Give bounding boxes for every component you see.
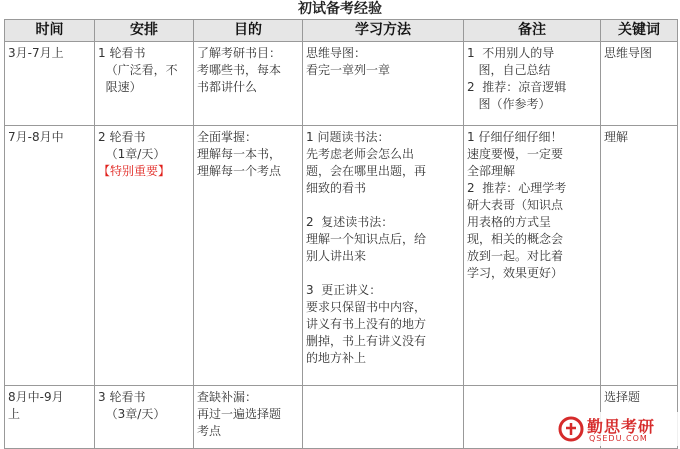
page-title: 初试备考经验 bbox=[298, 1, 382, 17]
time-cell bbox=[5, 42, 95, 126]
goal-text: 了解考研书目： 考哪些书，每本 书都讲什么 bbox=[197, 46, 282, 94]
plan-cell bbox=[95, 126, 194, 386]
plan-text: 2 轮看书 （1章/天） bbox=[98, 130, 166, 161]
method-text: 思维导图： 看完一章列一章 bbox=[306, 46, 391, 77]
keyword-text: 思维导图 bbox=[604, 46, 653, 60]
method-cell bbox=[303, 386, 464, 449]
header-keyword: 关键词 bbox=[601, 20, 678, 42]
goal-text: 查缺补漏： 再过一遍选择题 考点 bbox=[197, 390, 282, 438]
plan-cell bbox=[95, 386, 194, 449]
logo-mark-icon bbox=[558, 416, 584, 442]
header-notes: 备注 bbox=[464, 20, 601, 42]
notes-cell bbox=[464, 42, 601, 126]
method-cell bbox=[303, 42, 464, 126]
header-method: 学习方法 bbox=[303, 20, 464, 42]
header-row bbox=[5, 20, 678, 42]
method-text: 1 问题读书法： 先考虑老师会怎么出 题，会在哪里出题，再 细致的看书 2 复述读书法： 理解一个知识点后，给 别人讲出来 3 更正讲义： 要求只保留书中内容， 讲义有书上没有的地方 删掉，书上有讲义没有 的地方补上 bbox=[306, 130, 427, 365]
time-text: 8月中-9月 上 bbox=[8, 390, 64, 421]
header-time: 时间 bbox=[5, 20, 95, 42]
plan-text: 1 轮看书 （广泛看，不 限速） bbox=[98, 46, 178, 94]
time-cell bbox=[5, 126, 95, 386]
goal-text: 全面掌握： 理解每一本书， 理解每一个考点 bbox=[197, 130, 282, 178]
keyword-cell bbox=[601, 126, 678, 386]
goal-cell bbox=[194, 126, 303, 386]
notes-text: 1 不用别人的导 图，自己总结 2 推荐：凉音逻辑 图（作参考） bbox=[467, 46, 567, 111]
importance-badge: 【特别重要】 bbox=[98, 164, 171, 178]
header-plan: 安排 bbox=[95, 20, 194, 42]
plan-cell bbox=[95, 42, 194, 126]
method-cell bbox=[303, 126, 464, 386]
keyword-text: 理解 bbox=[604, 130, 629, 144]
plan-text: 3 轮看书 （3章/天） bbox=[98, 390, 166, 421]
table-row bbox=[5, 42, 678, 126]
time-text: 3月-7月上 bbox=[8, 46, 64, 60]
time-text: 7月-8月中 bbox=[8, 130, 64, 144]
study-plan-table bbox=[4, 19, 678, 449]
notes-cell bbox=[464, 126, 601, 386]
keyword-text: 选择题 bbox=[604, 390, 641, 404]
goal-cell bbox=[194, 42, 303, 126]
notes-text: 1 仔细仔细仔细！ 速度要慢，一定要 全部理解 2 推荐：心理学考 研大表哥（知识点 用表格的方式呈 现，相关的概念会 放到一起。对比着 学习，效果更好） bbox=[467, 130, 567, 280]
logo-domain: QSEDU.COM bbox=[589, 434, 648, 443]
goal-cell bbox=[194, 386, 303, 449]
time-cell bbox=[5, 386, 95, 449]
header-goal: 目的 bbox=[194, 20, 303, 42]
logo-name: 勤思考研 bbox=[587, 417, 656, 436]
brand-logo bbox=[556, 412, 678, 446]
table-row bbox=[5, 126, 678, 386]
keyword-cell bbox=[601, 42, 678, 126]
